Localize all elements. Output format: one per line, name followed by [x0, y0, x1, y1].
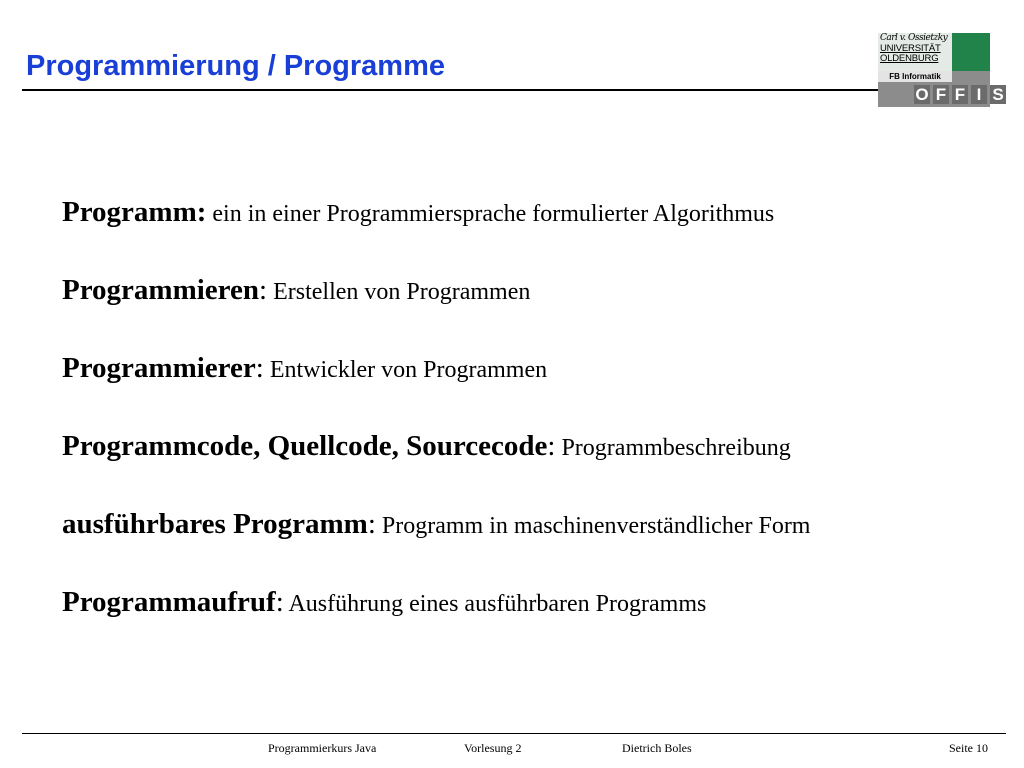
slide-title: Programmierung / Programme	[26, 50, 445, 82]
definition-term: ausführbares Programm	[62, 508, 368, 540]
footer-divider	[22, 733, 1006, 734]
definition-term: Programmaufruf	[62, 586, 276, 618]
offis-letter: F	[952, 85, 968, 104]
logo-university-name	[880, 44, 941, 64]
definition-description: Erstellen von Programmen	[267, 279, 531, 305]
offis-letter: S	[990, 85, 1006, 104]
definition-description: ein in einer Programmiersprache formulierter Algorithmus	[206, 201, 775, 227]
definition-separator: :	[275, 586, 284, 618]
definition-item	[62, 352, 810, 430]
definition-item	[62, 274, 810, 352]
definition-term: Programmcode, Quellcode, Sourcecode	[62, 430, 548, 462]
footer-author: Dietrich Boles	[622, 741, 692, 755]
definition-separator: :	[255, 352, 264, 384]
offis-letter: F	[933, 85, 949, 104]
definition-separator: :	[367, 508, 376, 540]
definition-item	[62, 508, 810, 586]
title-underline	[22, 89, 880, 91]
logo-department: FB Informatik	[878, 71, 952, 82]
definition-term: Programmieren	[62, 274, 260, 306]
definition-item	[62, 586, 810, 664]
definition-separator: :	[259, 274, 268, 306]
definition-description: Ausführung eines ausführbaren Programms	[283, 591, 707, 617]
offis-wordmark	[914, 85, 1006, 104]
footer-lecture: Vorlesung 2	[464, 741, 522, 755]
definition-term: Programmierer	[62, 352, 256, 384]
definition-description: Programm in maschinenverständlicher Form	[375, 513, 811, 539]
footer-page-number: Seite 10	[949, 741, 988, 755]
university-logo	[878, 33, 1004, 107]
definition-item	[62, 430, 810, 508]
logo-university-line1: UNIVERSITÄT	[880, 43, 941, 54]
logo-signature: Carl v. Ossietzky	[880, 33, 948, 43]
offis-letter: O	[915, 85, 929, 104]
definition-list	[62, 196, 810, 664]
logo-university-line2: OLDENBURG	[880, 53, 939, 64]
definition-separator: :	[547, 430, 556, 462]
offis-letter: I	[971, 85, 987, 104]
definition-item	[62, 196, 810, 274]
definition-description: Entwickler von Programmen	[263, 357, 548, 383]
definition-term: Programm:	[62, 196, 207, 228]
definition-description: Programmbeschreibung	[555, 435, 791, 461]
footer-course: Programmierkurs Java	[268, 741, 377, 755]
